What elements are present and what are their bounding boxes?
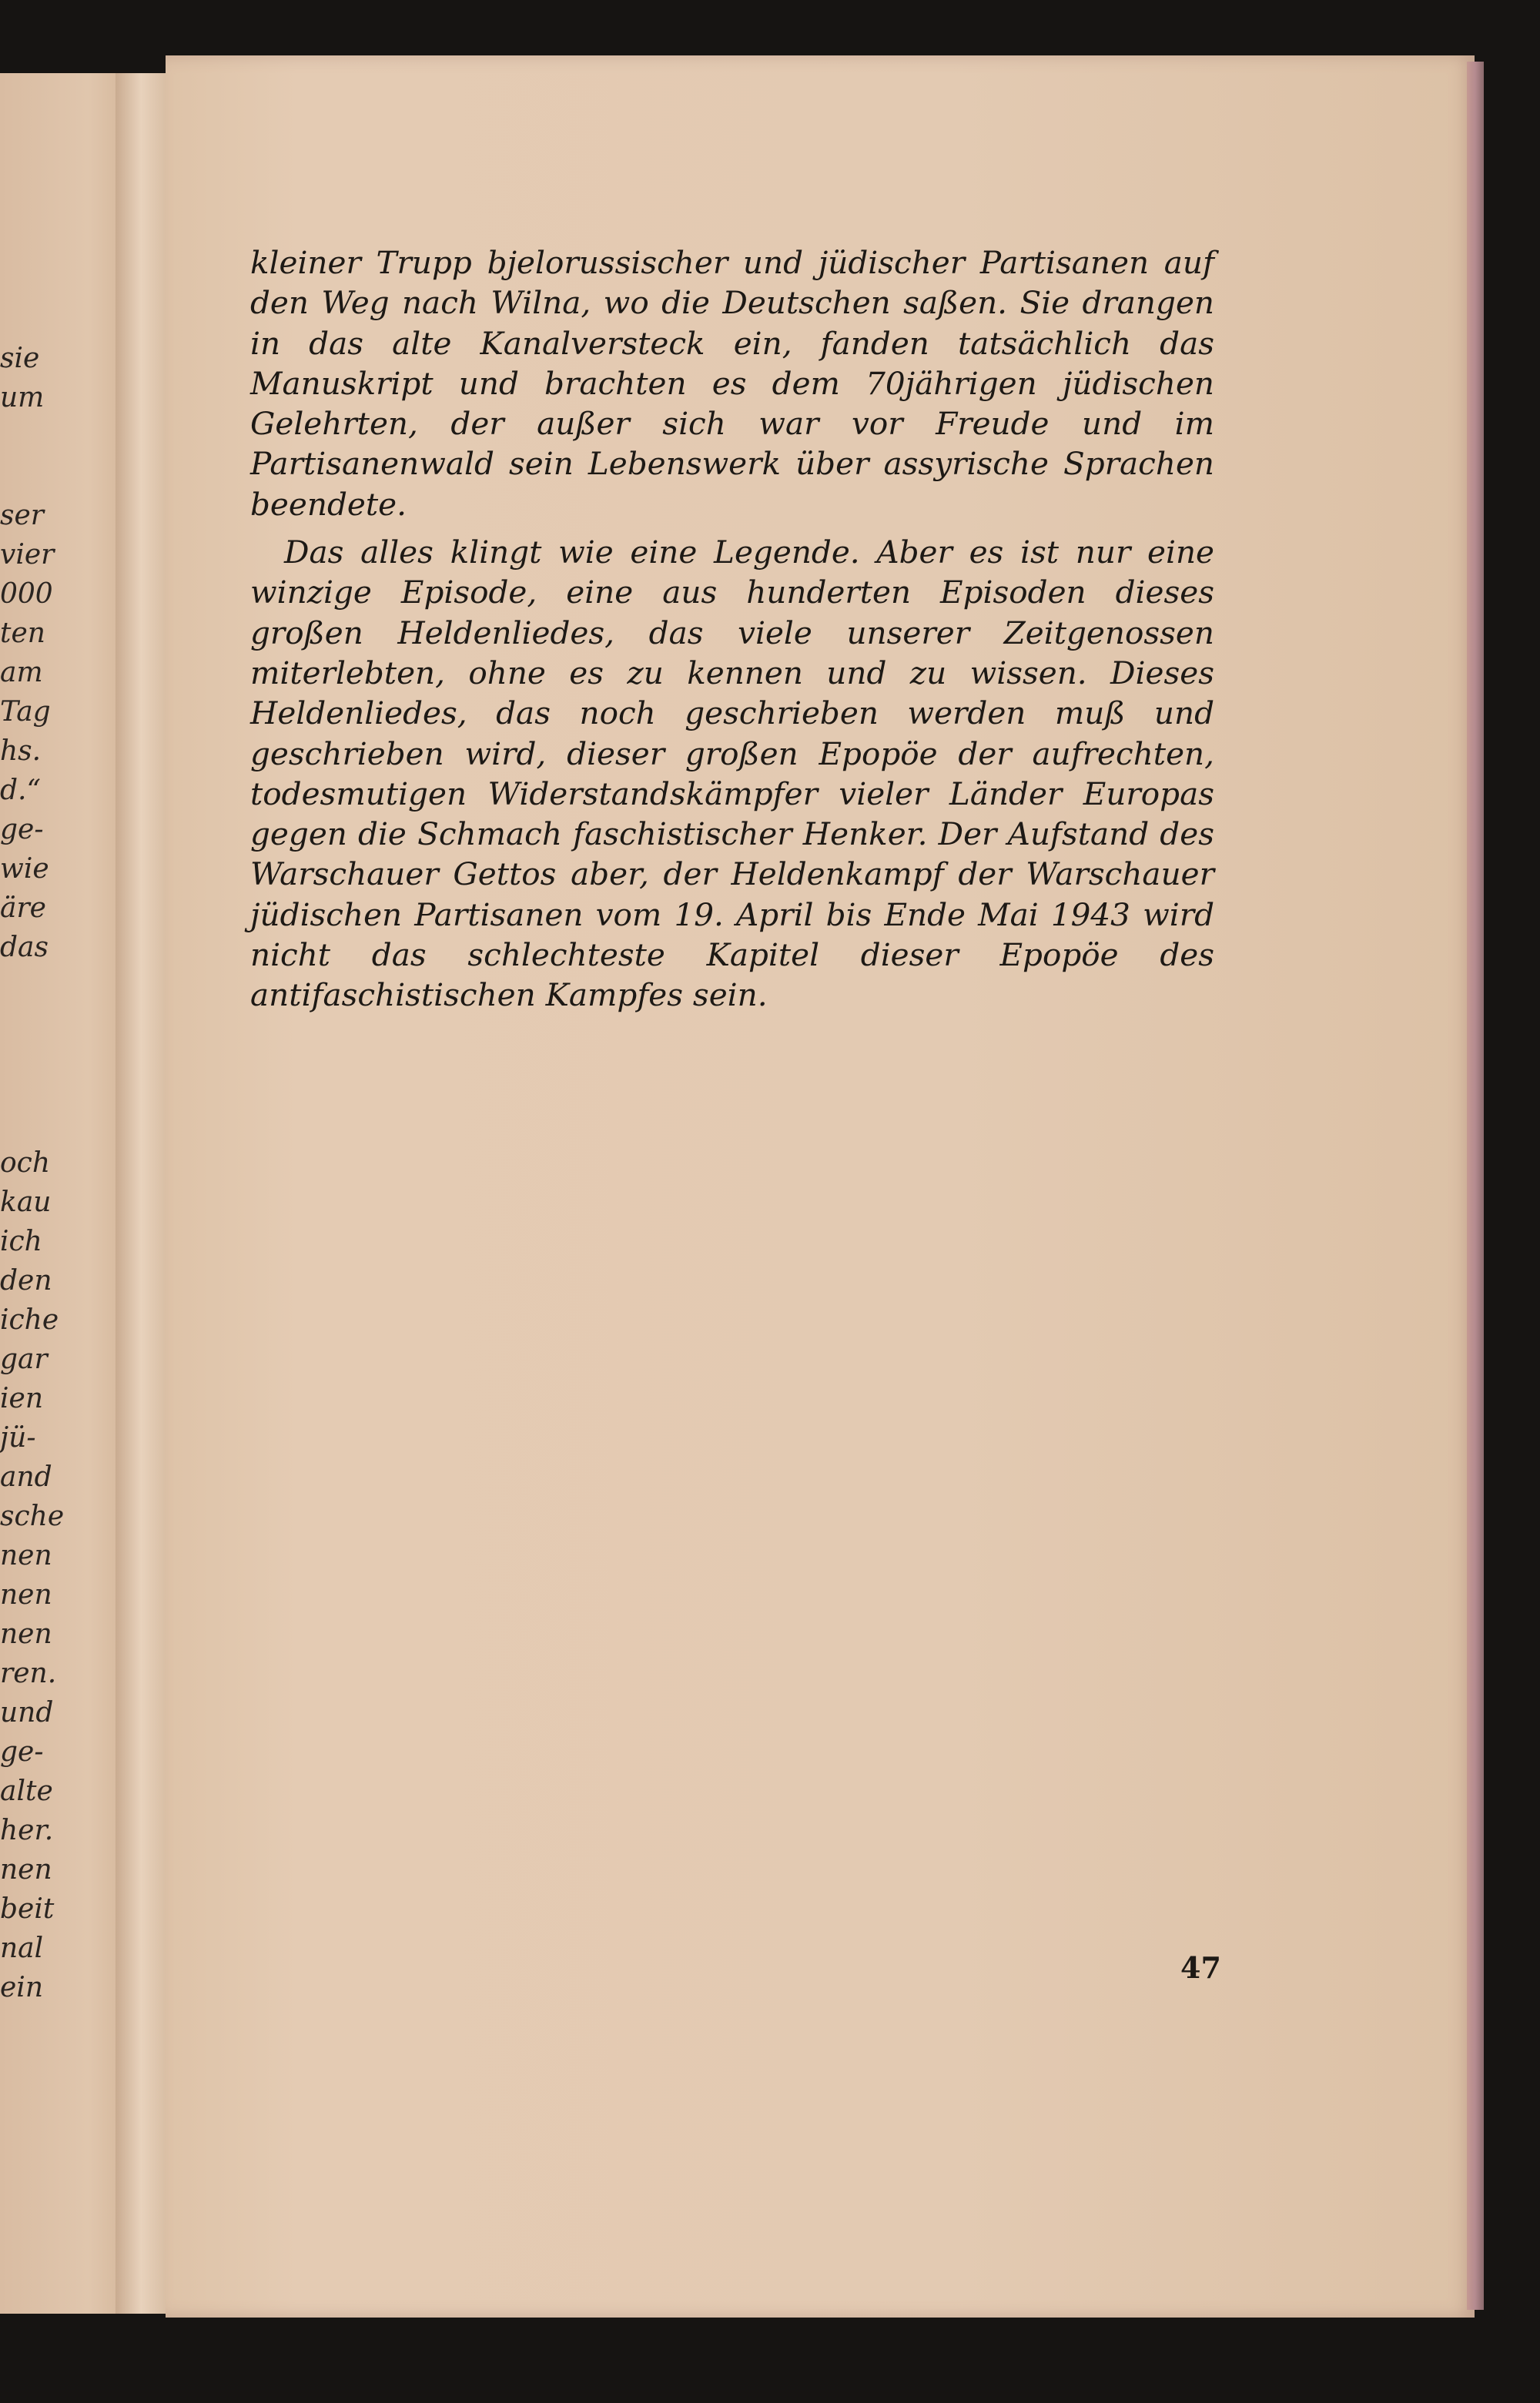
left-page-text-fragments-lower: och kau ich den iche gar ien jü- and sche nen nen nen ren. und ge- alte her. nen beit nal ein [0, 1147, 65, 2003]
page-number: 47 [1180, 1950, 1221, 1985]
paragraph-2: Das alles klingt wie eine Legende. Aber es ist nur eine winzige Episode, eine aus hunderten Episoden dieses großen Heldenliedes, das viele unserer Zeitgenossen miterlebten, ohne es zu kennen und zu wissen. Dieses Heldenliedes, das noch geschrieben werden muß und geschrieben wird, dieser großen Epopöe der aufrechten, todesmutigen Widerstandskämpfer vieler Länder Europas gegen die Schmach faschistischer Henker. Der Aufstand des Warschauer Gettos aber, der Heldenkampf der Warschauer jüdischen Partisanen vom 19. April bis Ende Mai 1943 wird nicht das schlechteste Kapitel dieser Epopöe des antifaschistischen Kampfes sein. [250, 534, 1214, 1014]
left-page-text-fragments-upper: sie um ser vier 000 ten am Tag hs. d.“ ge- wie äre das [0, 343, 55, 963]
paragraph-1: kleiner Trupp bjelorussischer und jüdischer Partisanen auf den Weg nach Wilna, wo die Deutschen saßen. Sie drangen in das alte Kanalversteck ein, fanden tatsächlich das Manuskript und brachten es dem 70jährigen jüdischen Gelehrten, der außer sich war vor Freude und im Partisanenwald sein Lebenswerk über assyrische Sprachen beendete. [250, 244, 1214, 523]
body-text [250, 243, 1214, 1016]
page-edge [1467, 62, 1484, 2310]
